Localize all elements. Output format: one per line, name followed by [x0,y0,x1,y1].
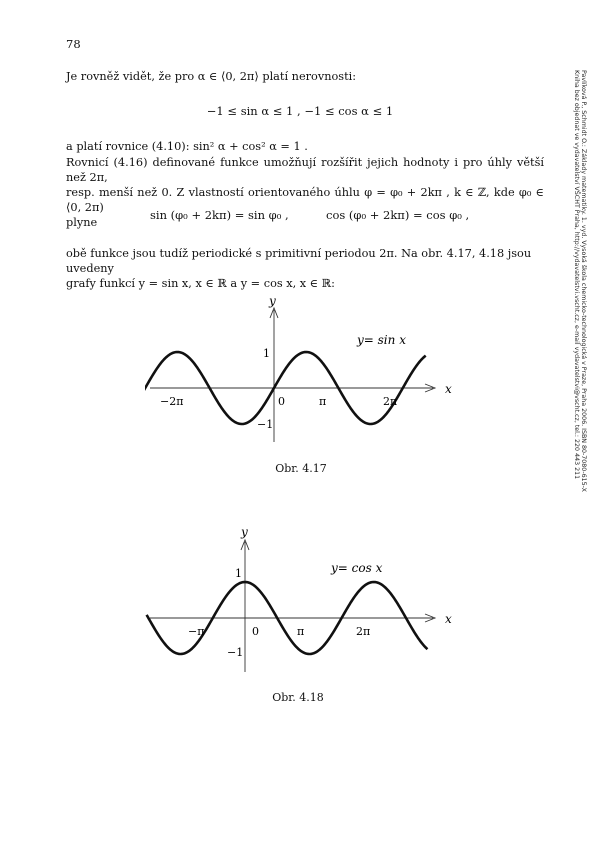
x-tick-label: 2π [356,625,371,638]
sine-graph [145,290,465,450]
x-tick-label: −2π [160,395,184,408]
paragraph-1: Je rovněž vidět, že pro α ∈ ⟨0, 2π⟩ platí nerovnosti: [66,70,357,83]
x-tick-label: 0 [278,395,285,408]
figure-caption: Obr. 4.18 [272,691,324,704]
x-axis-label: x [445,382,452,396]
cosine-graph [145,520,465,680]
x-axis-label: x [445,612,452,626]
x-tick-label: 2π [383,395,398,408]
paragraph-3-line: resp. menší než 0. Z vlastností orientovaného úhlu φ = φ₀ + 2kπ , k ∈ ℤ, kde φ₀ ∈ ⟨0, 2π) [66,186,544,214]
figure-caption: Obr. 4.17 [275,462,327,475]
paragraph-4-line: grafy funkcí y = sin x, x ∈ ℝ a y = cos x, x ∈ ℝ: [66,277,335,290]
sidebar-line: Kniha bez objednat ve vydavatelství VŠCHT Praha, http://vydavatelstvi.vscht.cz, e-mail vydavatelstvi@vscht.cz, tel.: 220 443 211 [573,70,580,480]
sidebar-line: Pavlíková P., Schmidt O.: Základy matematiky. 1. vyd. Vysoká škola chemicko-technologická v Praze, Praha 2006. ISBN 80-7080-615-X [580,70,587,492]
x-tick-label: 0 [252,625,259,638]
x-tick-label: −π [188,625,205,638]
equation-period-sin: sin (φ₀ + 2kπ) = sin φ₀ , [150,208,289,222]
equation-period-cos: cos (φ₀ + 2kπ) = cos φ₀ , [326,208,470,222]
paragraph-4-line: obě funkce jsou tudíž periodické s primitivní periodou 2π. Na obr. 4.17, 4.18 jsou uvedeny [66,247,532,275]
page-number: 78 [66,37,81,51]
paragraph-4 [66,246,544,291]
y-axis-label: y [269,294,276,308]
curve-label: y= cos x [331,561,383,575]
y-tick-label: −1 [227,646,244,659]
paragraph-3-line: Rovnicí (4.16) definované funkce umožňují rozšířit jejich hodnoty i pro úhly větší než 2π, [66,156,544,184]
paragraph-2: a platí rovnice (4.10): sin² α + cos² α = 1 . [66,140,308,153]
equation-inequalities: −1 ≤ sin α ≤ 1 , −1 ≤ cos α ≤ 1 [206,104,394,118]
curve-label: y= sin x [357,333,406,347]
x-tick-label: π [297,625,305,638]
y-axis-label: y [241,525,248,539]
y-tick-label: 1 [235,567,242,580]
paragraph-3 [66,155,544,230]
x-tick-label: π [319,395,327,408]
sidebar-citation [575,70,587,590]
paragraph-3-line: plyne [66,216,98,229]
y-tick-label: 1 [263,347,270,360]
y-tick-label: −1 [257,418,274,431]
